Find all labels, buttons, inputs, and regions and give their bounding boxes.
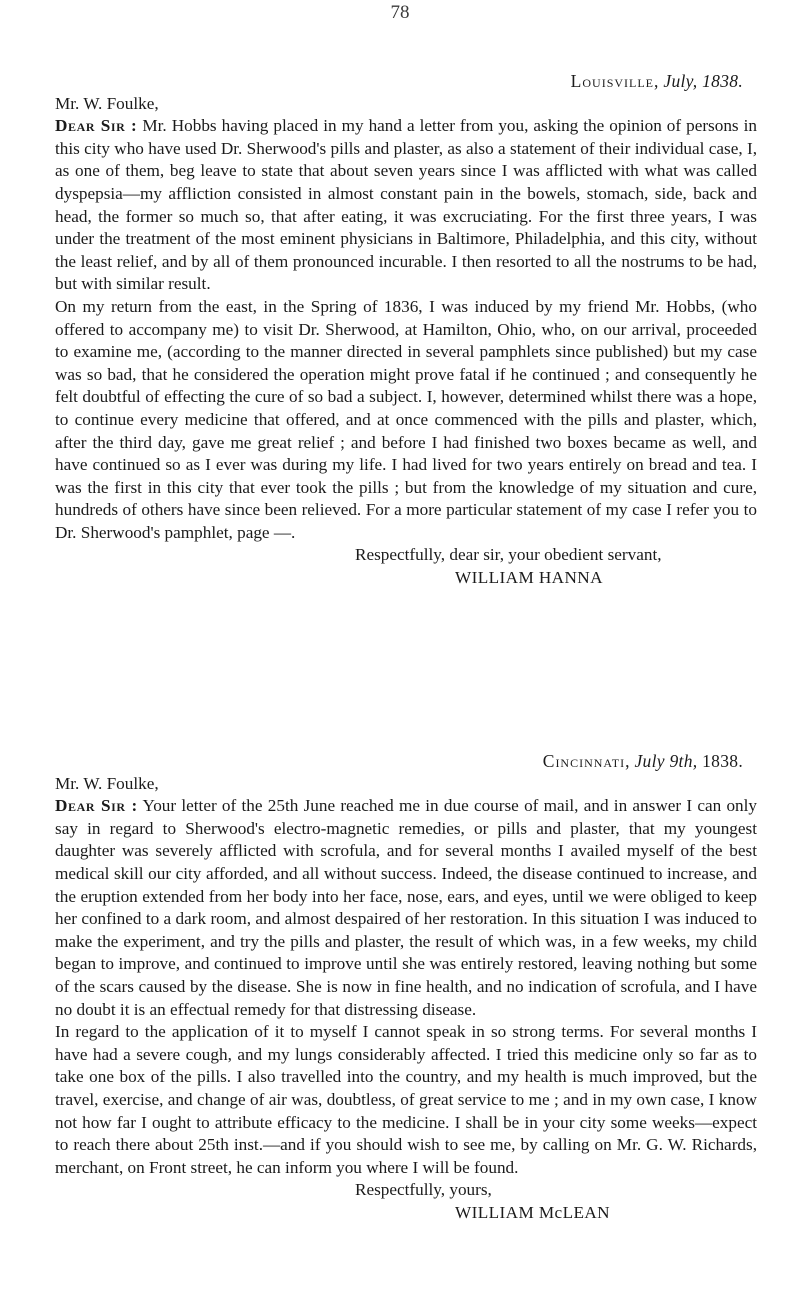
paragraph-text: Your letter of the 25th June reached me in due course of mail, and in answer I can only say in regard to Sherwood's electro-magnetic remedies, or pills and plaster, that my youngest daughter was severely afflicted with scrofula, and for several months I availed myself of the best medical skill our city afforded, and all without success. Indeed, the disease continued to increase, and the eruption extended from her body into her face, nose, ears, and eyes, until we were obliged to keep her confined to a dark room, and almost despaired of her restoration. In this situation I was induced to make the experiment, and try the pills and plaster, the result of which was, in a few weeks, my child began to improve, and continued to improve until she was entirely restored, leaving nothing but some of the scars caused by the disease. She is now in fine health, and no indication of scrofula, and I have no doubt it is an effectual remedy for that distressing disease. (55, 796, 758, 1019)
letter-paragraph (55, 115, 757, 296)
closing: Respectfully, yours, (355, 1180, 492, 1200)
letter-hanna (55, 70, 757, 590)
letter-mclean (55, 750, 757, 1224)
dateline: Cincinnati, July 9th, 1838. (542, 751, 743, 771)
salutation: Dear Sir : (55, 116, 138, 136)
letter-paragraph (55, 795, 757, 1021)
closing: Respectfully, dear sir, your obedient servant, (355, 545, 662, 565)
dateline-place: Louisville (570, 71, 655, 91)
salutation: Dear Sir : (55, 796, 138, 816)
dateline-place: Cincinnati (542, 751, 626, 771)
addressee: Mr. W. Foulke, (55, 773, 159, 793)
dateline-date: July 9th, (634, 751, 698, 771)
letter-paragraph: On my return from the east, in the Spring of 1836, I was induced by my friend Mr. Hobbs, (who offered to accompany me) to visit Dr. Sherwood, at Hamilton, Ohio, who, on our arrival, proceeded to examine me, (according to the manner directed in several pamphlets since published) but my case was so bad, that he considered the operation might prove fatal if he continued ; and consequently he felt doubtful of effecting the cure of so bad a subject. I, however, determined whilst there was a hope, to continue every medicine that offered, and at once commenced with the pills and plaster, which, after the third day, gave me great relief ; and before I had finished two boxes became as well, and have continued so as I ever was during my life. I had lived for two years entirely on bread and tea. I was the first in this city that ever took the pills ; but from the knowledge of my situation and cure, hundreds of others have since been relieved. For a more particular statement of my case I refer you to Dr. Sherwood's pamphlet, page —. (55, 296, 757, 542)
letter-paragraph: In regard to the application of it to myself I cannot speak in so strong terms. For several months I have had a severe cough, and my lungs considerably affected. I tried this medicine only so far as to take one box of the pills. I also travelled into the country, and my health is much improved, but the travel, exercise, and change of air was, doubtless, of great service to me ; and in my own case, I know not how far I ought to attribute efficacy to the medicine. I shall be in your city some weeks—expect to reach there about 25th inst.—and if you should wish to see me, by calling on Mr. G. W. Richards, merchant, on Front street, he can inform you where I will be found. (55, 1022, 757, 1177)
paragraph-text: Mr. Hobbs having placed in my hand a letter from you, asking the opinion of persons in this city who have used Dr. Sherwood's pills and plaster, as also a statement of their individual case, I, as one of them, beg leave to state that about seven years since I was afflicted with what was called dyspepsia—my affliction consisted in almost constant pain in the bowels, stomach, side, back and head, the former so much so, that after eating, it was excruciating. For the first three years, I was under the treatment of the most eminent physicians in Baltimore, Philadelphia, and this city, without the least relief, and by all of them pronounced incurable. I then resorted to all the nostrums to be had, but with similar result. (55, 116, 757, 294)
signature: WILLIAM McLEAN (455, 1202, 610, 1222)
signature: WILLIAM HANNA (455, 568, 603, 588)
dateline-year: 1838. (702, 751, 743, 771)
dateline-date: July, 1838. (663, 71, 743, 91)
addressee: Mr. W. Foulke, (55, 93, 159, 113)
dateline: Louisville, July, 1838. (570, 71, 743, 91)
page-number: 78 (390, 2, 410, 23)
